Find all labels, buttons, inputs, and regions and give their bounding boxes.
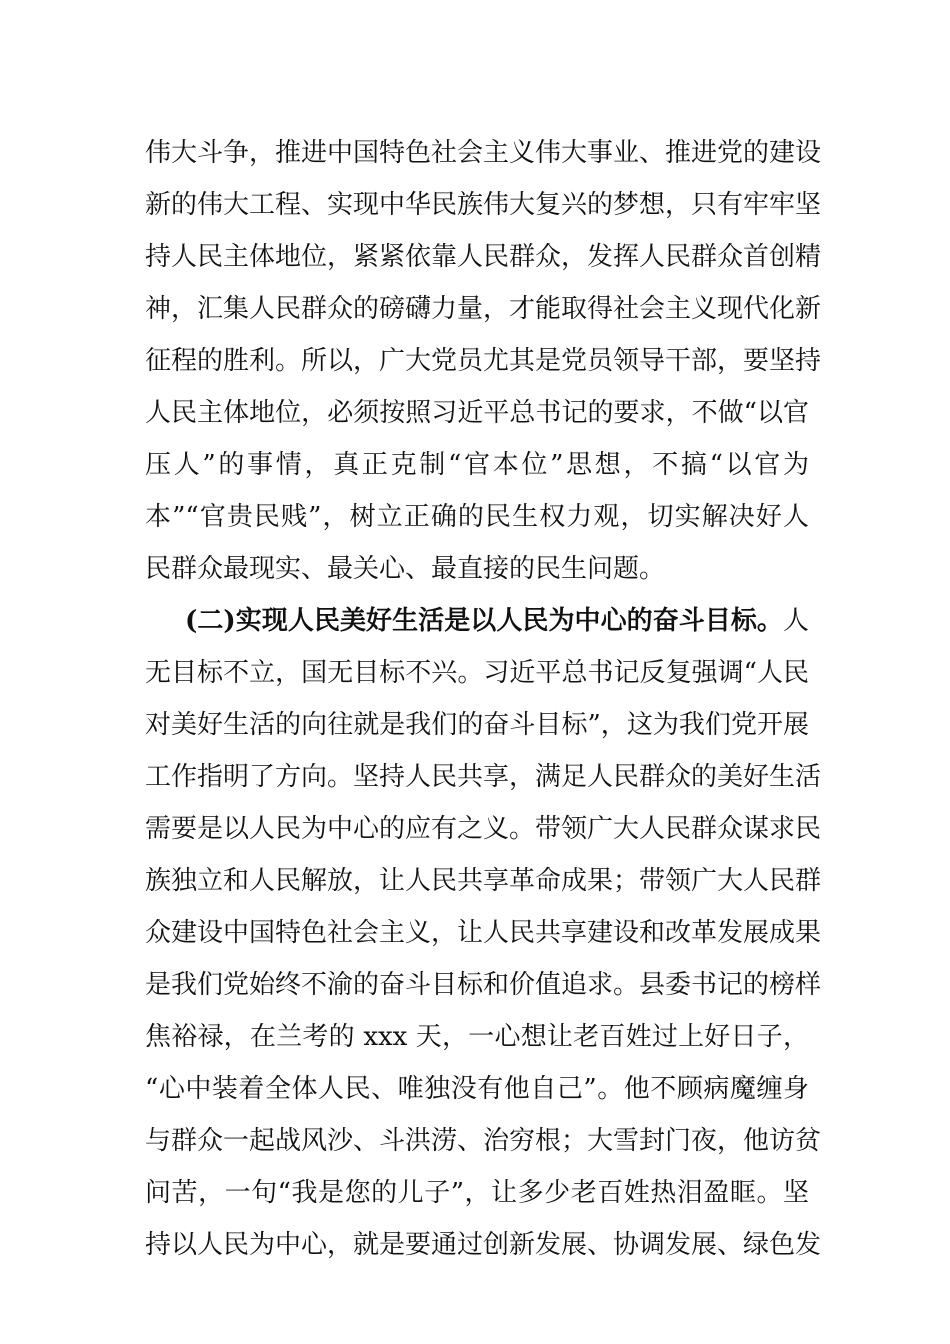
body-text xyxy=(145,127,822,1271)
section-heading: (二)实现人民美好生活是以人民为中心的奋斗目标。 xyxy=(185,606,783,636)
paragraph-1-line-4: 神，汇集人民群众的磅礴力量，才能取得社会主义现代化新 xyxy=(145,294,822,324)
paragraph-2-line-9: 焦裕禄，在兰考的 xxx 天，一心想让老百姓过上好日子， xyxy=(145,1022,809,1052)
paragraph-1-line-1: 伟大斗争，推进中国特色社会主义伟大事业、推进党的建设 xyxy=(145,138,822,168)
paragraph-1-line-3: 持人民主体地位，紧紧依靠人民群众，发挥人民群众首创精 xyxy=(145,242,822,272)
paragraph-2-line-12: 问苦，一句“我是您的儿子”，让多少老百姓热泪盈眶。坚 xyxy=(145,1178,809,1208)
paragraph-2-first-line-rest: 人 xyxy=(782,606,809,636)
paragraph-2-line-8: 是我们党始终不渝的奋斗目标和价值追求。县委书记的榜样 xyxy=(145,970,822,1000)
paragraph-2-line-4: 工作指明了方向。坚持人民共享，满足人民群众的美好生活 xyxy=(145,762,822,792)
paragraph-1-line-8: 本”“官贵民贱”，树立正确的民生权力观，切实解决好人 xyxy=(145,502,809,532)
paragraph-1-line-9: 民群众最现实、最关心、最直接的民生问题。 xyxy=(145,554,666,584)
paragraph-1-line-2: 新的伟大工程、实现中华民族伟大复兴的梦想，只有牢牢坚 xyxy=(145,190,822,220)
paragraph-2-first-line xyxy=(145,595,809,647)
paragraph-2-line-6: 族独立和人民解放，让人民共享革命成果；带领广大人民群 xyxy=(145,866,822,896)
paragraph-2-line-3: 对美好生活的向往就是我们的奋斗目标”，这为我们党开展 xyxy=(145,710,809,740)
paragraph-2-line-5: 需要是以人民为中心的应有之义。带领广大人民群众谋求民 xyxy=(145,814,822,844)
paragraph-1-line-6: 人民主体地位，必须按照习近平总书记的要求，不做“以官 xyxy=(145,398,809,428)
paragraph-1-line-7: 压人”的事情，真正克制“官本位”思想，不搞“以官为 xyxy=(145,450,809,480)
paragraph-2-line-7: 众建设中国特色社会主义，让人民共享建设和改革发展成果 xyxy=(145,918,822,948)
paragraph-2-line-11: 与群众一起战风沙、斗洪涝、治穷根；大雪封门夜，他访贫 xyxy=(145,1126,822,1156)
paragraph-2-line-10: “心中装着全体人民、唯独没有他自己”。他不顾病魔缠身 xyxy=(145,1074,809,1104)
paragraph-2-line-2: 无目标不立，国无目标不兴。习近平总书记反复强调“人民 xyxy=(145,658,809,688)
paragraph-1-line-5: 征程的胜利。所以，广大党员尤其是党员领导干部，要坚持 xyxy=(145,346,822,376)
paragraph-2-line-13: 持以人民为中心，就是要通过创新发展、协调发展、绿色发 xyxy=(145,1230,822,1260)
